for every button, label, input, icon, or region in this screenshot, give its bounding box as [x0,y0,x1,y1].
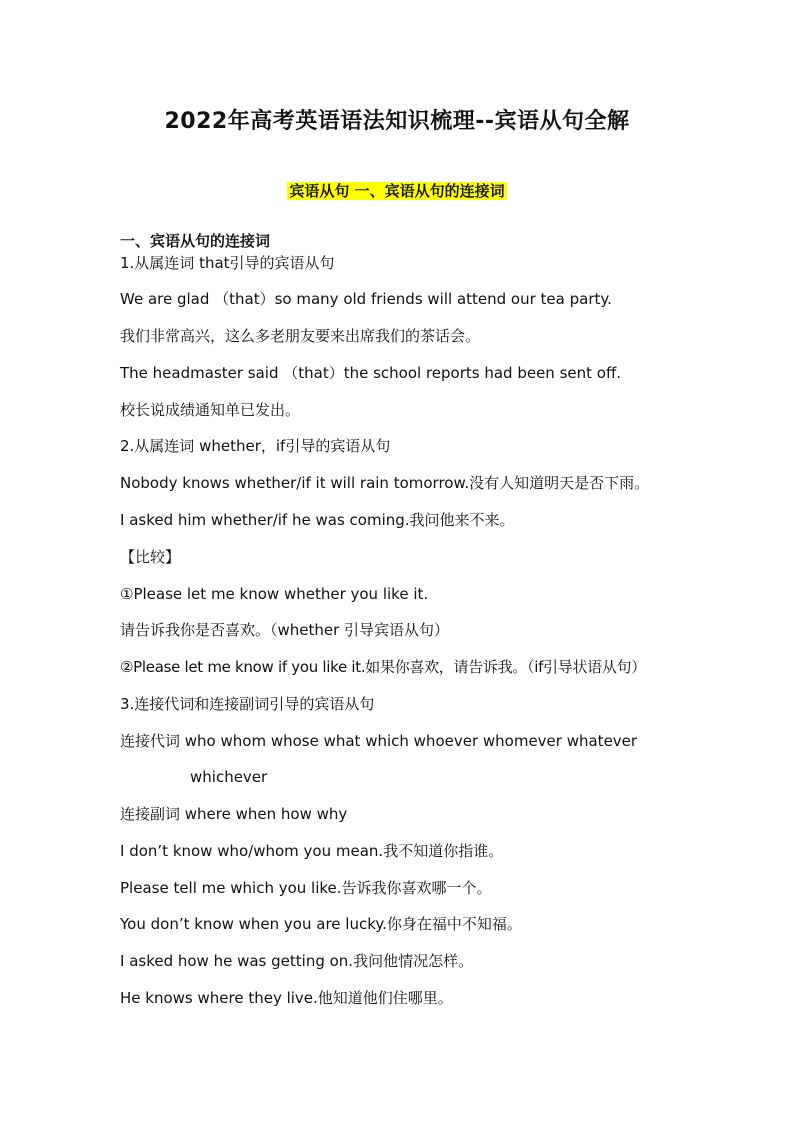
example-zh-2: 校长说成绩通知单已发出。 [120,401,301,419]
section-heading: 一、宾语从句的连接词 [120,232,271,250]
compare-item-1: ①Please let me know whether you like it. [120,585,429,603]
compare-label: 【比较】 [120,548,181,566]
example-connective-5: He knows where they live.他知道他们住哪里。 [120,989,453,1007]
example-whether-1: Nobody knows whether/if it will rain tomorrow.没有人知道明天是否下雨。 [120,474,650,492]
example-whether-2: I asked him whether/if he was coming.我问他来不来。 [120,511,515,529]
example-connective-3: You don’t know when you are lucky.你身在福中不知福。 [120,915,522,933]
example-connective-1: I don’t know who/whom you mean.我不知道你指谁。 [120,842,504,860]
subheading-whether-if: 2.从属连词 whether，if引导的宾语从句 [120,437,391,455]
highlighted-subtitle: 宾语从句 一、宾语从句的连接词 [289,182,505,200]
subtitle-container [0,180,794,202]
example-connective-2: Please tell me which you like.告诉我你喜欢哪一个。 [120,879,492,897]
connective-adverbs: 连接副词 where when how why [120,805,348,823]
example-connective-4: I asked how he was getting on.我问他情况怎样。 [120,952,474,970]
subheading-that: 1.从属连词 that引导的宾语从句 [120,254,335,272]
compare-item-2: ②Please let me know if you like it.如果你喜欢，请告诉我。（if引导状语从句） [120,658,646,676]
subheading-connectives: 3.连接代词和连接副词引导的宾语从句 [120,695,375,713]
compare-item-1-zh: 请告诉我你是否喜欢。（whether 引导宾语从句） [120,621,450,639]
document-title: 2022年高考英语语法知识梳理--宾语从句全解 [164,109,630,134]
connective-pronouns-cont: whichever [190,768,268,786]
example-en-1: We are glad （that）so many old friends will attend our tea party. [120,290,612,308]
connective-pronouns: 连接代词 who whom whose what which whoever whomever whatever [120,732,638,750]
example-zh-1: 我们非常高兴，这么多老朋友要来出席我们的茶话会。 [120,327,481,345]
example-en-2: The headmaster said （that）the school reports had been sent off. [120,364,622,382]
